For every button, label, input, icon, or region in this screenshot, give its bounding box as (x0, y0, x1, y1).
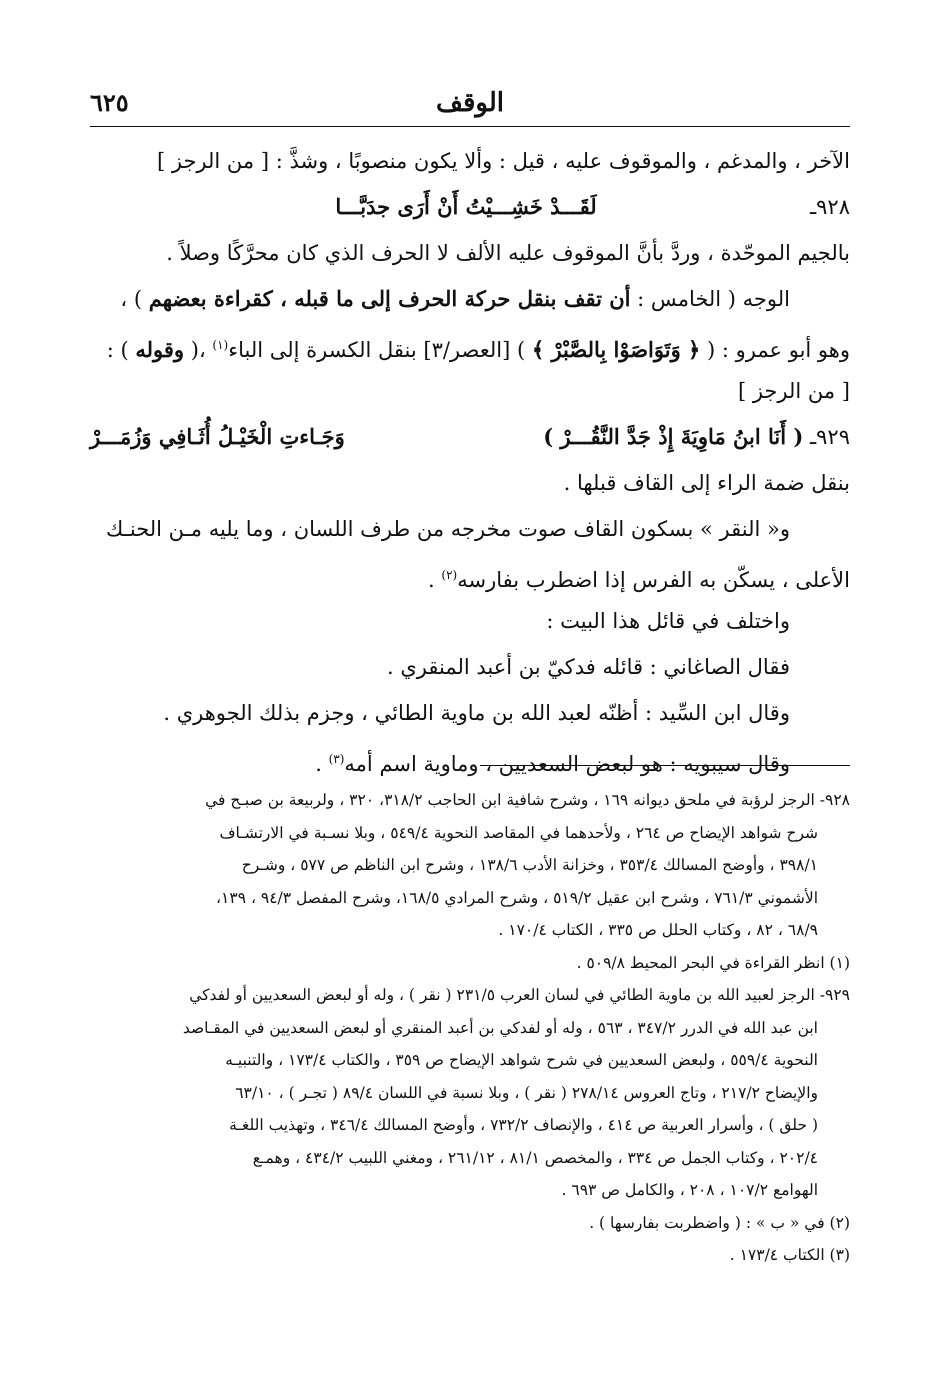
footnote-ref: (٢) (441, 568, 458, 582)
page-number: ٦٢٥ (90, 88, 129, 117)
verse-second-half: وَجَـاءتِ الْخَيْـلُ أُثَـافِي وَزُمَـــرْ (90, 424, 345, 449)
footnote-line: الأشموني ٧٦١/٣ ، وشرح ابن عقيل ٥١٩/٢ ، وشرح المرادي ١٦٨/٥، وشرح المفصل ٩٤/٣ ، ١٣٩، (216, 888, 818, 907)
text-span: الوجه ( الخامس : (630, 287, 790, 311)
footnotes (90, 784, 850, 1272)
text-line (90, 552, 850, 598)
footnote-ref: (٣) (328, 752, 345, 766)
footnote-ref: (١) (212, 338, 229, 352)
verse-text: لَقَـــدْ خَشِـــيْتُ أَنْ أَرَى جدَبَّـــا (335, 194, 597, 219)
chapter-title: الوقف (436, 88, 504, 118)
text-span: الأعلى ، يسكّن به الفرس إذا اضطرب بفارسه (457, 568, 850, 592)
footnote-1: (١) انظر القراءة في البحر المحيط ٥٠٩/٨ . (576, 953, 850, 972)
text-span: . (428, 568, 442, 592)
text-line: [ من الرجز ] (737, 379, 850, 403)
verse-929 (90, 414, 850, 460)
text-span: وقال سيبويه : هو لبعض السعديين ، وماوية اسم أمه (344, 752, 790, 776)
text-line: واختلف في قائل هذا البيت : (546, 609, 790, 633)
footnote-line: ٩٢٨- الرجز لرؤبة في ملحق ديوانه ١٦٩ ، وشرح شافية ابن الحاجب ٣١٨/٢، ٣٢٠ ، ولربيعة بن صبـح في (205, 791, 850, 809)
text-line: الآخر ، والمدغم ، والموقوف عليه ، قيل : وألا يكون منصوبًا ، وشذَّ : [ من الرجز ] (157, 149, 850, 173)
footnote-2: (٢) في « ب » : ( واضطربت بفارسها ) . (589, 1213, 850, 1232)
footnote-line: ٩٢٩- الرجز لعبيد الله بن ماوية الطائي في لسان العرب ٢٣١/٥ ( نقر ) ، وله أو لبعض السعديين أو لفدكي (189, 986, 850, 1004)
text-line: فقال الصاغاني : قائله فدكيّ بن أعبد المنقري . (386, 655, 790, 679)
text-span: ) ، (120, 287, 149, 311)
footnote-line: ٣٩٨/١ ، وأوضح المسالك ٣٥٣/٤ ، وخزانة الأدب ١٣٨/٦ ، وشرح ابن الناظم ص ٥٧٧ ، وشـرح (241, 856, 818, 874)
footnote-929 (90, 979, 850, 1207)
footnote-line: ٦٨/٩ ، ٨٢ ، وكتاب الحلل ص ٣٣٥ ، الكتاب ١٧٠/٤ . (498, 921, 818, 939)
footnote-rule (480, 765, 850, 766)
bold-text: أن تقف بنقل حركة الحرف إلى ما قبله ، كقراءة بعضهم (148, 286, 631, 311)
footnote-line: ابن عبد الله في الدرر ٣٤٧/٢ ، ٥٦٣ ، وله أو لفدكي بن أعبد المنقري أو لبعض السعديين في المقـاصد (182, 1018, 818, 1037)
verse-928 (90, 184, 850, 230)
footnote-line: الهوامع ١٠٧/٢ ، ٢٠٨ ، والكامل ص ٦٩٣ . (561, 1181, 818, 1199)
running-header (90, 88, 850, 124)
text-span: وهو أبو عمرو : ( (700, 338, 850, 362)
text-span: ،( (184, 338, 213, 362)
text-span: . (315, 752, 329, 776)
text-span: ) [العصر/٣] بنقل الكسرة إلى الباء (228, 338, 532, 362)
verse-number: ٩٢٨ـ (810, 195, 850, 219)
verse-text: ( أَنَا ابنُ مَاوِيَةَ إِذْ جَدَّ النَّقُـــرْ ) (543, 424, 804, 449)
footnote-928 (90, 784, 850, 947)
bold-text: وقوله (135, 337, 185, 362)
footnote-line: شرح شواهد الإيضاح ص ٢٦٤ ، ولأحدهما في المقاصد النحوية ٥٤٩/٤ ، وبلا نسـبة في الارتشـاف (219, 823, 818, 842)
text-line (90, 736, 850, 782)
header-rule (90, 126, 850, 127)
main-text (90, 138, 850, 782)
quran-quote: ﴿ وَتَوَاصَوْا بِالصَّبْرْ ﴾ (531, 337, 701, 362)
verse-first-half (543, 414, 850, 460)
footnote-line: والإيضاح ٢١٧/٢ ، وتاج العروس ٢٧٨/١٤ ( نقر ) ، وبلا نسبة في اللسان ٨٩/٤ ( تجـر ) ، ٦٣/١٠ (235, 1083, 818, 1102)
footnote-line: ( حلق ) ، وأسرار العربية ص ٤١٤ ، والإنصاف ٧٣٢/٢ ، وأوضح المسالك ٣٤٦/٤ ، وتهذيب اللغـة (229, 1116, 818, 1134)
verse-number: ٩٢٩ـ (810, 425, 850, 449)
text-line: و« النقر » بسكون القاف صوت مخرجه من طرف اللسان ، وما يليه مـن الحنـك (106, 517, 790, 541)
text-line: وقال ابن السِّيد : أظنّه لعبد الله بن ماوية الطائي ، وجزم بذلك الجوهري . (163, 701, 790, 725)
text-line: بنقل ضمة الراء إلى القاف قبلها . (563, 471, 850, 495)
text-line: بالجيم الموحّدة ، وردَّ بأنَّ الموقوف عليه الألف لا الحرف الذي كان محرَّكًا وصلاً . (166, 241, 850, 265)
footnote-line: ٢٠٢/٤ ، وكتاب الجمل ص ٣٣٤ ، والمخصص ٨١/١ ، ٢٦١/١٢ ، ومغني اللبيب ٤٣٤/٢ ، وهمـع (252, 1148, 818, 1167)
text-line (90, 276, 850, 322)
text-line (90, 322, 850, 368)
footnote-line: النحوية ٥٥٩/٤ ، ولبعض السعديين في شرح شواهد الإيضاح ص ٣٥٩ ، والكتاب ١٧٣/٤ ، والتنبيـه (225, 1051, 818, 1069)
footnote-3: (٣) الكتاب ١٧٣/٤ . (729, 1246, 850, 1264)
text-span: ) : (106, 338, 136, 362)
